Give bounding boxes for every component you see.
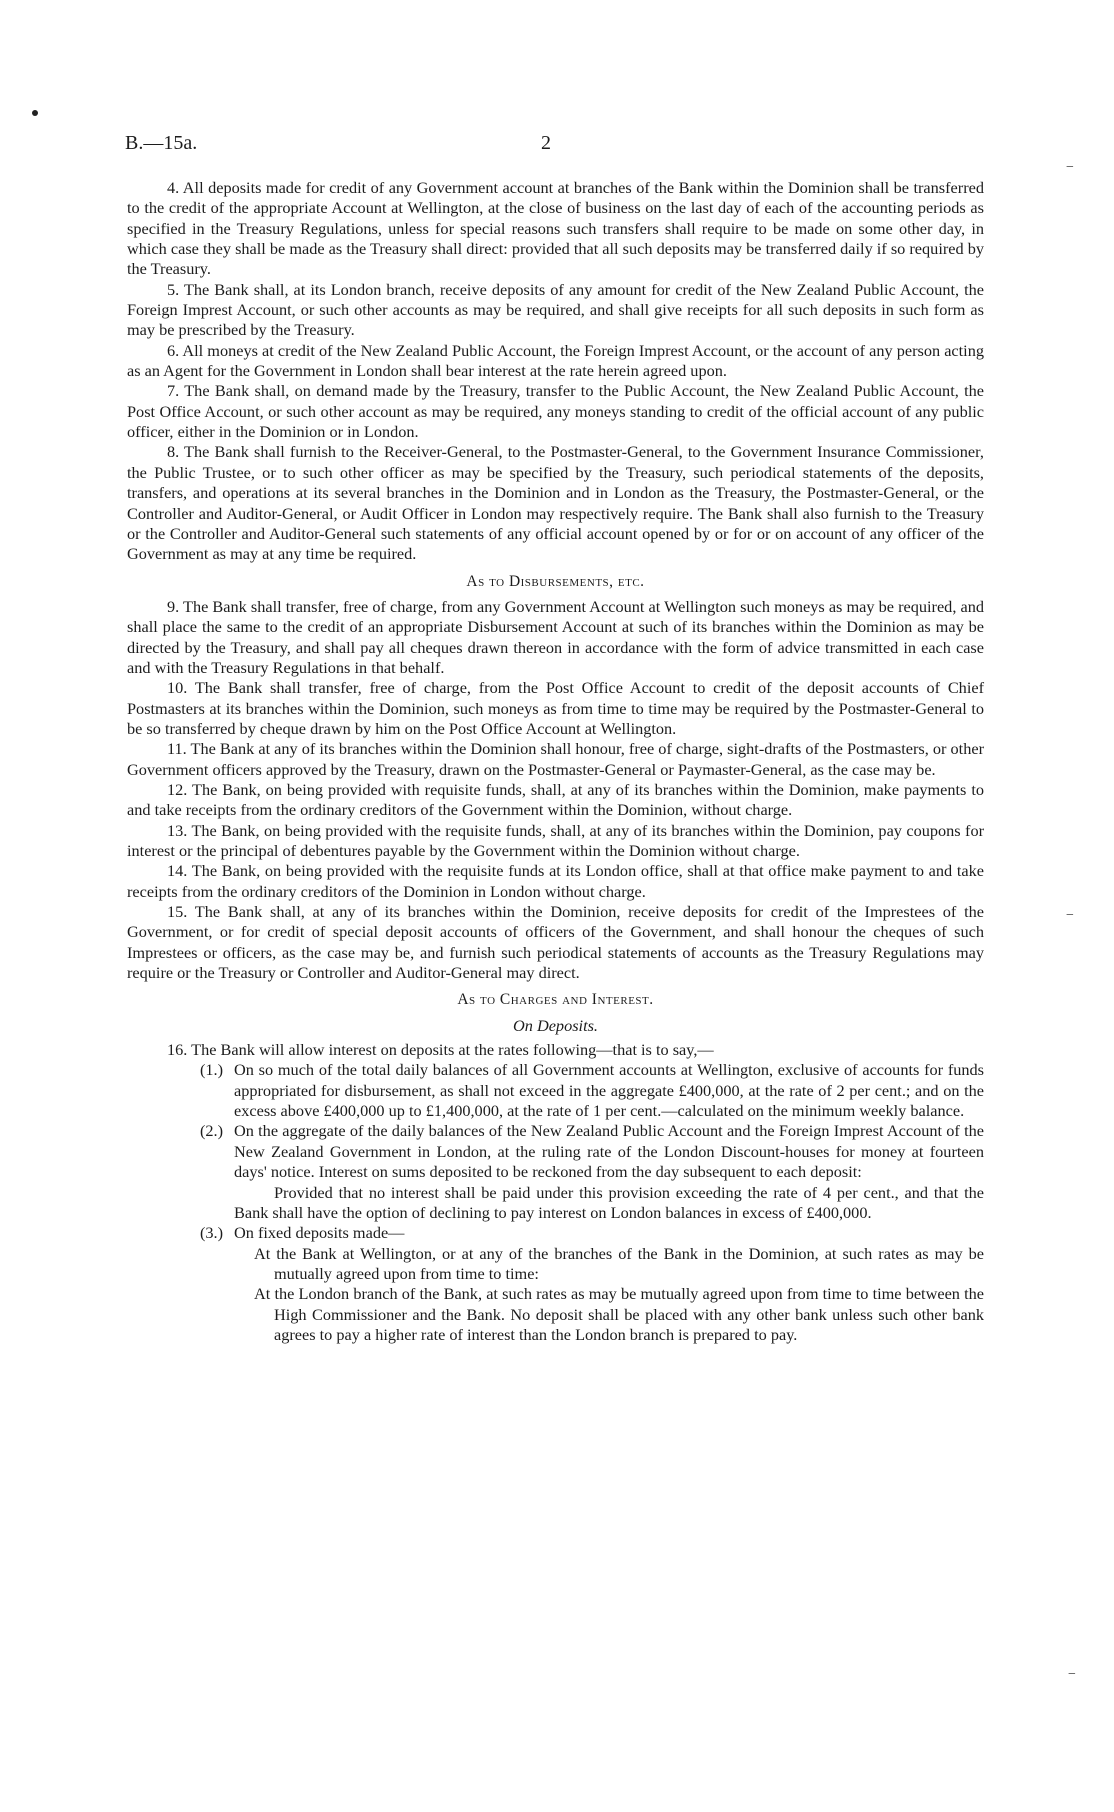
clause-8: 8. The Bank shall furnish to the Receiver-General, to the Postmaster-General, to the Government Insurance Commissioner, the Public Trustee, or to such other officer as may be specified by the Treasury, such periodical statements of the deposits, transfers, and operations at its several branches in the Dominion and in London as the Treasury, the Postmaster-General, or the Controller and Auditor-General, or Audit Officer in London may respectively require. The Bank shall also furnish to the Treasury or the Controller and Auditor-General such statements of any official account opened by or for or on account of any officer of the Government as may at any time be required. xyxy=(127,442,984,564)
section-heading-charges: As to Charges and Interest. xyxy=(457,991,654,1009)
item-text: On so much of the total daily balances of all Government accounts at Wellington, exclusive of accounts for funds appropriated for disbursement, as shall not exceed in the aggregate £400,000, at the rate of 2 per cent.; and on the excess above £400,000 up to £1,400,000, at the rate of 1 per cent.—calculated on the minimum weekly balance. xyxy=(234,1060,984,1121)
clause-16-intro: 16. The Bank will allow interest on deposits at the rates following—that is to say,— xyxy=(167,1040,714,1060)
document-reference: B.—15a. xyxy=(125,132,198,154)
subheading-deposits: On Deposits. xyxy=(512,1015,599,1035)
clause-12: 12. The Bank, on being provided with requisite funds, shall, at any of its branches within the Dominion, make payments to and take receipts from the ordinary creditors of the Government within the Dominion, without charge. xyxy=(127,779,984,820)
item-text: On the aggregate of the daily balances of the New Zealand Public Account and the Foreign Imprest Account of the New Zealand Government in London, at the ruling rate of the London Discount-houses for money at fourteen days' notice. Interest on sums deposited to be reckoned from the day subsequent to each deposit: xyxy=(234,1121,984,1182)
margin-tick-mark: − xyxy=(1066,160,1074,175)
document-body xyxy=(127,178,984,1345)
clause-9: 9. The Bank shall transfer, free of charge, from any Government Account at Wellington such moneys as may be required, and shall place the same to the credit of an appropriate Disbursement Account at such of its branches within the Dominion as may be directed by the Treasury, and shall pay all cheques drawn thereon in accordance with the form of advice transmitted in each case and with the Treasury Regulations in that behalf. xyxy=(127,596,984,677)
clause-5: 5. The Bank shall, at its London branch, receive deposits of any amount for credit of the New Zealand Public Account, the Foreign Imprest Account, or such other accounts as may be required, and shall give receipts for all such deposits in such form as may be prescribed by the Treasury. xyxy=(127,279,984,340)
item-number: (3.) xyxy=(200,1223,224,1243)
clause-4: 4. All deposits made for credit of any Government account at branches of the Bank within the Dominion shall be transferred to the credit of the appropriate Account at Wellington, at the close of business on the last day of each of the accounting periods as specified in the Treasury Regulations, unless for special reasons such transfers shall require to be made on some other day, in which case they shall be made as the Treasury shall direct: provided that all such deposits may be transferred daily if so required by the Treasury. xyxy=(127,178,984,279)
clause-11: 11. The Bank at any of its branches within the Dominion shall honour, free of charge, sight-drafts of the Postmasters, or other Government officers approved by the Treasury, drawn on the Postmaster-General or Paymaster-General, as the case may be. xyxy=(127,739,984,779)
clause-10: 10. The Bank shall transfer, free of charge, from the Post Office Account to credit of the deposit accounts of Chief Postmasters at its branches within the Dominion, such moneys as from time to time may be required by the Postmaster-General to be so transferred by cheque drawn by him on the Post Office Account at Wellington. xyxy=(127,678,984,738)
page-header xyxy=(125,132,986,160)
clause-15: 15. The Bank shall, at any of its branches within the Dominion, receive deposits for credit of the Imprestees of the Government, or for credit of special deposit accounts of officers of the Government, and shall honour the cheques of such Imprestees or officers, as the case may be, and furnish such periodical statements of accounts as the Treasury Regulations may require or the Treasury or Controller and Auditor-General may direct. xyxy=(127,902,984,983)
clause-6: 6. All moneys at credit of the New Zealand Public Account, the Foreign Imprest Account, or the account of any person acting as an Agent for the Government in London shall bear interest at the rate herein agreed upon. xyxy=(127,340,984,381)
page-number: 2 xyxy=(541,132,551,154)
item-number: (2.) xyxy=(200,1121,224,1141)
clause-16-item xyxy=(127,1121,984,1182)
clause-14: 14. The Bank, on being provided with the requisite funds at its London office, shall at that office make payment to and take receipts from the ordinary creditors of the Dominion in London without charge. xyxy=(127,861,984,901)
clause-16-proviso: Provided that no interest shall be paid under this provision exceeding the rate of 4 per cent., and that the Bank shall have the option of declining to pay interest on London balances in excess of £400,000. xyxy=(234,1182,984,1222)
fixed-deposit-entry: At the Bank at Wellington, or at any of the branches of the Bank in the Dominion, at such rates as may be mutually agreed upon from time to time: xyxy=(254,1243,984,1283)
clause-16-item xyxy=(127,1223,984,1243)
clause-13: 13. The Bank, on being provided with the requisite funds, shall, at any of its branches within the Dominion, pay coupons for interest or the principal of debentures payable by the Government within the Dominion without charge. xyxy=(127,820,984,860)
fixed-deposit-entry: At the London branch of the Bank, at such rates as may be mutually agreed upon from time to time between the High Commissioner and the Bank. No deposit shall be placed with any other bank unless such other bank agrees to pay a higher rate of interest than the London branch is prepared to pay. xyxy=(254,1284,984,1344)
margin-tick-mark: − xyxy=(1068,1667,1076,1682)
item-text: On fixed deposits made— xyxy=(234,1223,405,1243)
margin-dot xyxy=(32,110,38,116)
item-number: (1.) xyxy=(200,1060,224,1080)
clause-16-item xyxy=(127,1060,984,1121)
margin-tick-mark: − xyxy=(1066,908,1074,923)
clause-7: 7. The Bank shall, on demand made by the Treasury, transfer to the Public Account, the New Zealand Public Account, the Post Office Account, or such other account as may be required, any moneys standing to credit of the official account of any public officer, either in the Dominion or in London. xyxy=(127,381,984,442)
section-heading-disbursements: As to Disbursements, etc. xyxy=(466,572,645,590)
